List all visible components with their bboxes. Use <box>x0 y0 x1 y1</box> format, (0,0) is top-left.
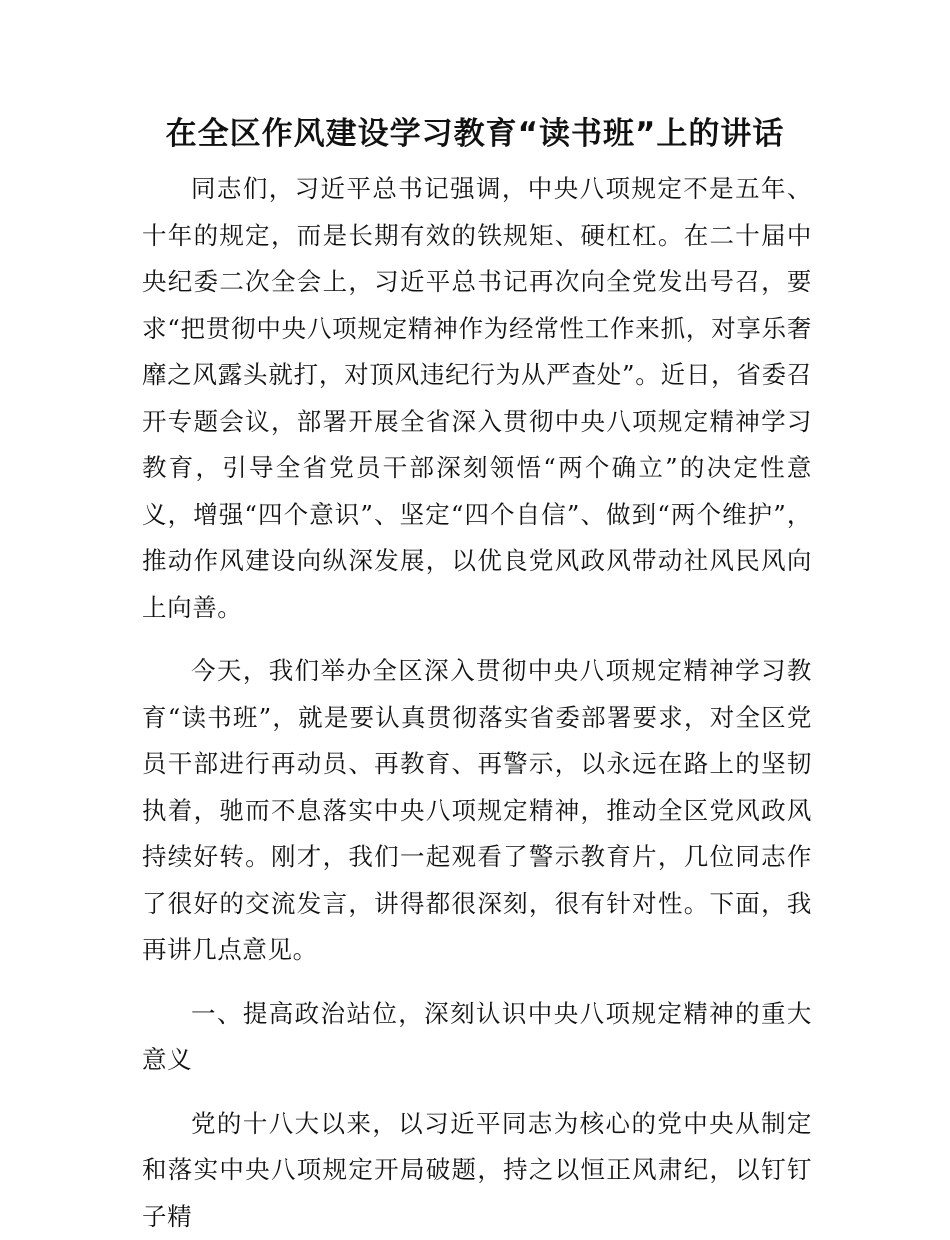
paragraph-intro: 同志们，习近平总书记强调，中央八项规定不是五年、十年的规定，而是长期有效的铁规矩、硬杠杠。在二十届中央纪委二次全会上，习近平总书记再次向全党发出号召，要求“把贯彻中央八项规定精神作为经常性工作来抓，对享乐奢靡之风露头就打，对顶风违纪行为从严查处”。近日，省委召开专题会议，部署开展全省深入贯彻中央八项规定精神学习教育，引导全省党员干部深刻领悟“两个确立”的决定性意义，增强“四个意识”、坚定“四个自信”、做到“两个维护”，推动作风建设向纵深发展，以优良党风政风带动社风民风向上向善。 <box>142 166 812 631</box>
document-title: 在全区作风建设学习教育“读书班”上的讲话 <box>0 112 950 156</box>
paragraph-purpose: 今天，我们举办全区深入贯彻中央八项规定精神学习教育“读书班”，就是要认真贯彻落实省委部署要求，对全区党员干部进行再动员、再教育、再警示，以永远在路上的坚韧执着，驰而不息落实中央八项规定精神，推动全区党风政风持续好转。刚才，我们一起观看了警示教育片，几位同志作了很好的交流发言，讲得都很深刻，很有针对性。下面，我再讲几点意见。 <box>142 648 812 974</box>
document-body <box>142 166 812 1240</box>
paragraph-section-1: 党的十八大以来，以习近平同志为核心的党中央从制定和落实中央八项规定开局破题，持之以恒正风肃纪，以钉钉子精 <box>142 1101 812 1240</box>
section-heading-1: 一、提高政治站位，深刻认识中央八项规定精神的重大意义 <box>142 991 812 1084</box>
